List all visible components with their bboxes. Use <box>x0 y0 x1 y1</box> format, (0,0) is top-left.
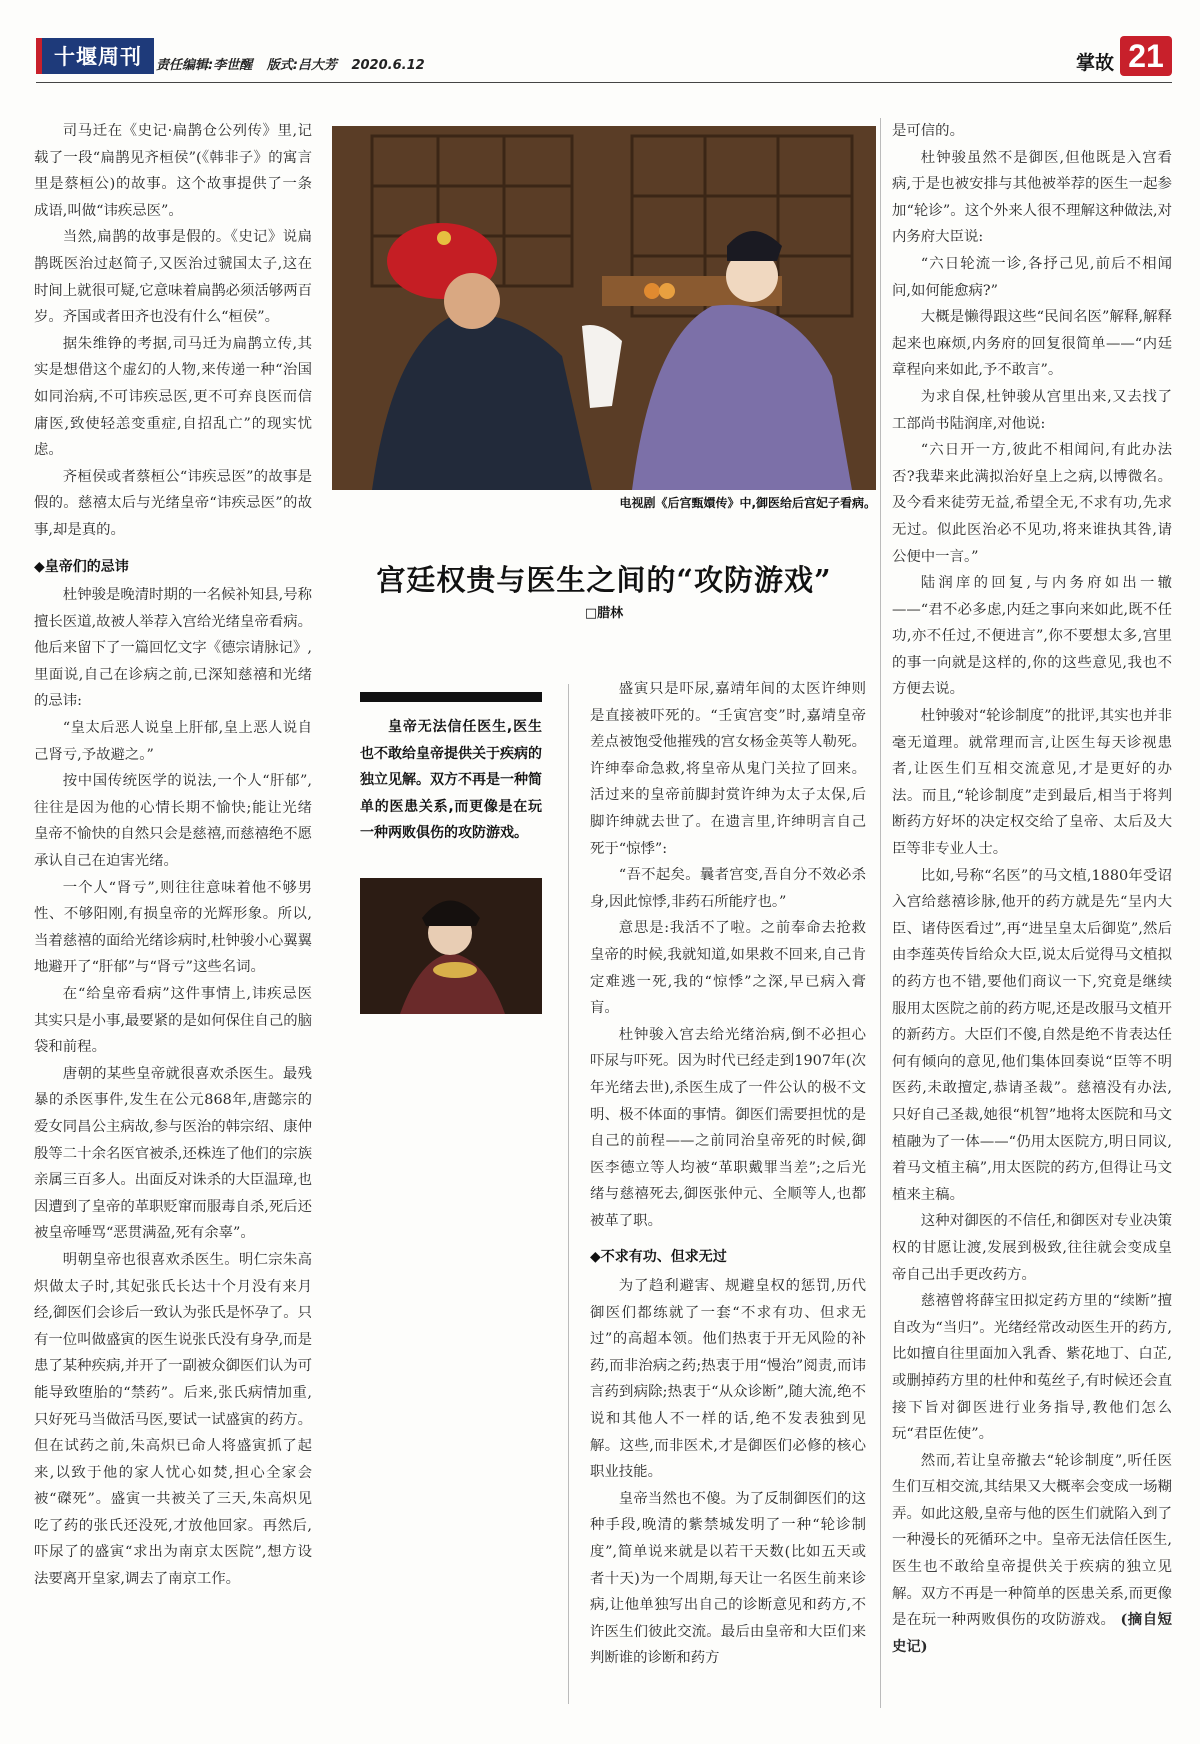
pull-quote: 皇帝无法信任医生,医生也不敢给皇帝提供关于疾病的独立见解。双方不再是一种简单的医患关系,而更像是在玩一种两败俱伤的攻防游戏。 <box>360 719 542 842</box>
main-photo <box>332 126 876 490</box>
paragraph: 据朱维铮的考据,司马迁为扁鹊立传,其实是想借这个虚幻的人物,来传递一种“治国如同治病,不可讳疾忌医,更不可弃良医而信庸医,致使轻恙变重症,自招乱亡”的现实忧虑。 <box>34 335 312 459</box>
paragraph: 陆润庠的回复,与内务府如出一辙——“君不必多虑,内廷之事向来如此,既不任功,亦不任过,不便进言”,你不要想太多,宫里的事一向就是这样的,你的这些意见,我也不方便去说。 <box>892 575 1172 698</box>
column-divider <box>880 118 881 1708</box>
paragraph: 一个人“肾亏”,则往往意味着他不够男性、不够阳刚,有损皇帝的光辉形象。所以,当着慈禧的面给光绪诊病时,杜钟骏小心翼翼地避开了“肝郁”与“肾亏”这些名词。 <box>34 879 312 976</box>
paragraph: 杜钟骏是晚清时期的一名候补知县,号称擅长医道,故被人举荐入宫给光绪皇帝看病。他后来留下了一篇回忆文字《德宗请脉记》,里面说,自己在诊病之前,已深知慈禧和光绪的忌讳: <box>34 587 313 710</box>
inset-photo-illustration <box>360 878 542 1014</box>
paragraph-text: 然而,若让皇帝撤去“轮诊制度”,听任医生们互相交流,其结果又大概率会变成一场糊弄。如此这般,皇帝与他的医生们就陷入到了一种漫长的死循环之中。皇帝无法信任医生,医生也不敢给皇帝提供关于疾病的独立见解。双方不再是一种简单的医患关系,而更像是在玩一种两败俱伤的攻防游戏。 <box>892 1452 1172 1629</box>
paragraph: 按中国传统医学的说法,一个人“肝郁”,往往是因为他的心情长期不愉快;能让光绪皇帝不愉快的自然只会是慈禧,而慈禧绝不愿承认自己在迫害光绪。 <box>34 773 312 870</box>
paragraph: 比如,号称“名医”的马文植,1880年受诏入宫给慈禧诊脉,他开的药方就是先“呈内大臣、诸侍医看过”,再“进呈皇太后御览”,然后由李莲英传旨给众大臣,说太后觉得马文植拟的药方也不错,要他们商议一下,究竟是继续服用太医院之前的药方呢,还是改服马文植开的新药方。大臣们不傻,自然是绝不肯表达任何有倾向的意见,他们集体回奏说“臣等不明医药,未敢擅定,恭请圣裁”。慈禧没有办法,只好自己圣裁,她很“机智”地将太医院和马文植融为了一体——“仍用太医院方,明日同议,着马文植主稿”,用太医院的药方,但得让马文植来主稿。 <box>892 867 1172 1203</box>
paragraph: “吾不起矣。曩者宫变,吾自分不效必杀身,因此惊悸,非药石所能疗也。” <box>590 867 866 910</box>
paragraph: “六日开一方,彼此不相闻问,有此办法否?我辈来此满拟治好皇上之病,以博微名。及今看来徒劳无益,希望全无,不求有功,先求无过。似此医治必不见功,将来谁执其咎,请公便中一言。” <box>892 442 1172 565</box>
paragraph: 大概是懒得跟这些“民间名医”解释,解释起来也麻烦,内务府的回复很简单——“内廷章程向来如此,予不敢言”。 <box>892 309 1172 379</box>
paragraph: 杜钟骏入宫去给光绪治病,倒不必担心吓尿与吓死。因为时代已经走到1907年(次年光绪去世),杀医生成了一件公认的极不文明、极不体面的事情。御医们需要担忧的是自己的前程——之前同治皇帝死的时候,御医李德立等人均被“革职戴罪当差”;之后光绪与慈禧死去,御医张仲元、全顺等人,也都被革了职。 <box>590 1026 866 1229</box>
issue-date: 2020.6.12 <box>351 58 425 73</box>
article-byline: □腊林 <box>584 606 624 621</box>
paragraph: 齐桓侯或者蔡桓公“讳疾忌医”的故事是假的。慈禧太后与光绪皇帝“讳疾忌医”的故事,却是真的。 <box>34 468 312 538</box>
subheading: ◆不求有功、但求无过 <box>590 1249 727 1266</box>
page-number: 21 <box>1120 36 1172 76</box>
paragraph: 当然,扁鹊的故事是假的。《史记》说扁鹊既医治过赵简子,又医治过虢国太子,这在时间上就很可疑,它意味着扁鹊必须活够两百岁。齐国或者田齐也没有什么“桓侯”。 <box>34 229 312 326</box>
column-4 <box>892 118 1172 1660</box>
paragraph: 为了趋利避害、规避皇权的惩罚,历代御医们都练就了一套“不求有功、但求无过”的高超本领。他们热衷于开无风险的补药,而非治病之药;热衷于用“慢治”阅责,而讳言药到病除;热衷于“从众诊断”,随大流,绝不说和其他人不一样的话,绝不发表独到见解。这些,而非医术,才是御医们必修的核心职业技能。 <box>590 1278 866 1481</box>
paragraph: 在“给皇帝看病”这件事情上,讳疾忌医其实只是小事,最要紧的是如何保住自己的脑袋和前程。 <box>34 986 312 1056</box>
section-name: 掌故 <box>1075 52 1114 74</box>
column-divider <box>568 684 569 1704</box>
editor-credit: 责任编辑:李世醒 <box>156 58 253 73</box>
paragraph: 唐朝的某些皇帝就很喜欢杀医生。最残暴的杀医事件,发生在公元868年,唐懿宗的爱女同昌公主病故,参与医治的韩宗绍、康仲殷等二十余名医官被杀,还株连了他们的宗族亲属三百多人。出面反对诛杀的大臣温璋,也因遭到了皇帝的革职贬窜而服毒自杀,死后还被皇帝唾骂“恶贯满盈,死有余辜”。 <box>34 1065 312 1242</box>
paragraph: 皇帝当然也不傻。为了反制御医们的这种手段,晚清的紫禁城发明了一种“轮诊制度”,简单说来就是以若干天数(比如五天或者十天)为一个周期,每天让一名医生前来诊病,让他单独写出自己的诊断意见和药方,不许医生们彼此交流。最后由皇帝和大臣们来判断谁的诊断和药方 <box>590 1490 866 1667</box>
paragraph: 慈禧曾将薛宝田拟定药方里的“续断”擅自改为“当归”。光绪经常改动医生开的药方,比如擅自往里面加入乳香、紫花地丁、白芷,或删掉药方里的杜仲和菟丝子,有时候还会直接下旨对御医进行业务指导,教他们怎么玩“君臣佐使”。 <box>892 1293 1172 1443</box>
paragraph: 这种对御医的不信任,和御医对专业决策权的甘愿让渡,发展到极致,往往就会变成皇帝自己出手更改药方。 <box>892 1213 1172 1283</box>
paragraph: “六日轮流一诊,各抒己见,前后不相闻问,如何能愈病?” <box>892 255 1172 299</box>
photo-caption: 电视剧《后宫甄嬛传》中,御医给后宫妃子看病。 <box>619 496 876 510</box>
credits-line <box>156 54 435 73</box>
publication-logo: 十堰周刊 <box>36 38 154 74</box>
paragraph: 盛寅只是吓尿,嘉靖年间的太医许绅则是直接被吓死的。“壬寅宫变”时,嘉靖皇帝差点被饱受他摧残的宫女杨金英等人勒死。许绅奉命急救,将皇帝从鬼门关拉了回来。活过来的皇帝前脚封赏许绅为太子太保,后脚许绅就去世了。在遗言里,许绅明言自己死于“惊悸”: <box>590 681 866 857</box>
masthead <box>36 36 1172 84</box>
paragraph: 是可信的。 <box>892 123 964 139</box>
pull-quote-bar <box>360 692 542 702</box>
main-photo-illustration <box>332 126 876 490</box>
paragraph: 杜钟骏对“轮诊制度”的批评,其实也并非毫无道理。就常理而言,让医生每天诊视患者,让医生们互相交流意见,才是更好的办法。而且,“轮诊制度”走到最后,相当于将判断药方好坏的决定权交给了皇帝、太后及大臣等非专业人士。 <box>892 708 1172 858</box>
paragraph <box>892 1448 1172 1661</box>
layout-credit: 版式:吕大芳 <box>266 58 337 73</box>
paragraph: 为求自保,杜钟骏从宫里出来,又去找了工部尚书陆润庠,对他说: <box>892 388 1172 432</box>
source-credit: (摘自短史记) <box>892 1611 1172 1655</box>
header-rule <box>36 82 1172 83</box>
paragraph: “皇太后恶人说皇上肝郁,皇上恶人说自己肾亏,予故避之。” <box>34 720 312 763</box>
column-1 <box>34 118 312 1593</box>
paragraph: 司马迁在《史记·扁鹊仓公列传》里,记载了一段“扁鹊见齐桓侯”(《韩非子》的寓言里是蔡桓公)的故事。这个故事提供了一条成语,叫做“讳疾忌医”。 <box>34 123 312 219</box>
inset-photo <box>360 878 542 1014</box>
paragraph: 明朝皇帝也很喜欢杀医生。明仁宗朱高炽做太子时,其妃张氏长达十个月没有来月经,御医们会诊后一致认为张氏是怀孕了。只有一位叫做盛寅的医生说张氏没有身孕,而是患了某种疾病,并开了一副被众御医们认为可能导致堕胎的“禁药”。后来,张氏病情加重,只好死马当做活马医,要试一试盛寅的药方。但在试药之前,朱高炽已命人将盛寅抓了起来,以致于他的家人忧心如焚,担心全家会被“磔死”。盛寅一共被关了三天,朱高炽见吃了药的张氏还没死,才放他回家。再然后,吓尿了的盛寅“求出为南京太医院”,想方设法要离开皇家,调去了南京工作。 <box>34 1251 312 1588</box>
paragraph: 杜钟骏虽然不是御医,但他既是入宫看病,于是也被安排与其他被举荐的医生一起参加“轮诊”。这个外来人很不理解这种做法,对内务府大臣说: <box>892 149 1172 246</box>
subheading: ◆皇帝们的忌讳 <box>34 558 129 575</box>
column-3 <box>590 676 866 1672</box>
paragraph: 意思是:我活不了啦。之前奉命去抢救皇帝的时候,我就知道,如果救不回来,自己肯定难逃一死,我的“惊悸”之深,早已病入膏肓。 <box>590 920 866 1017</box>
article-title: 宫廷权贵与医生之间的“攻防游戏” <box>376 563 832 597</box>
